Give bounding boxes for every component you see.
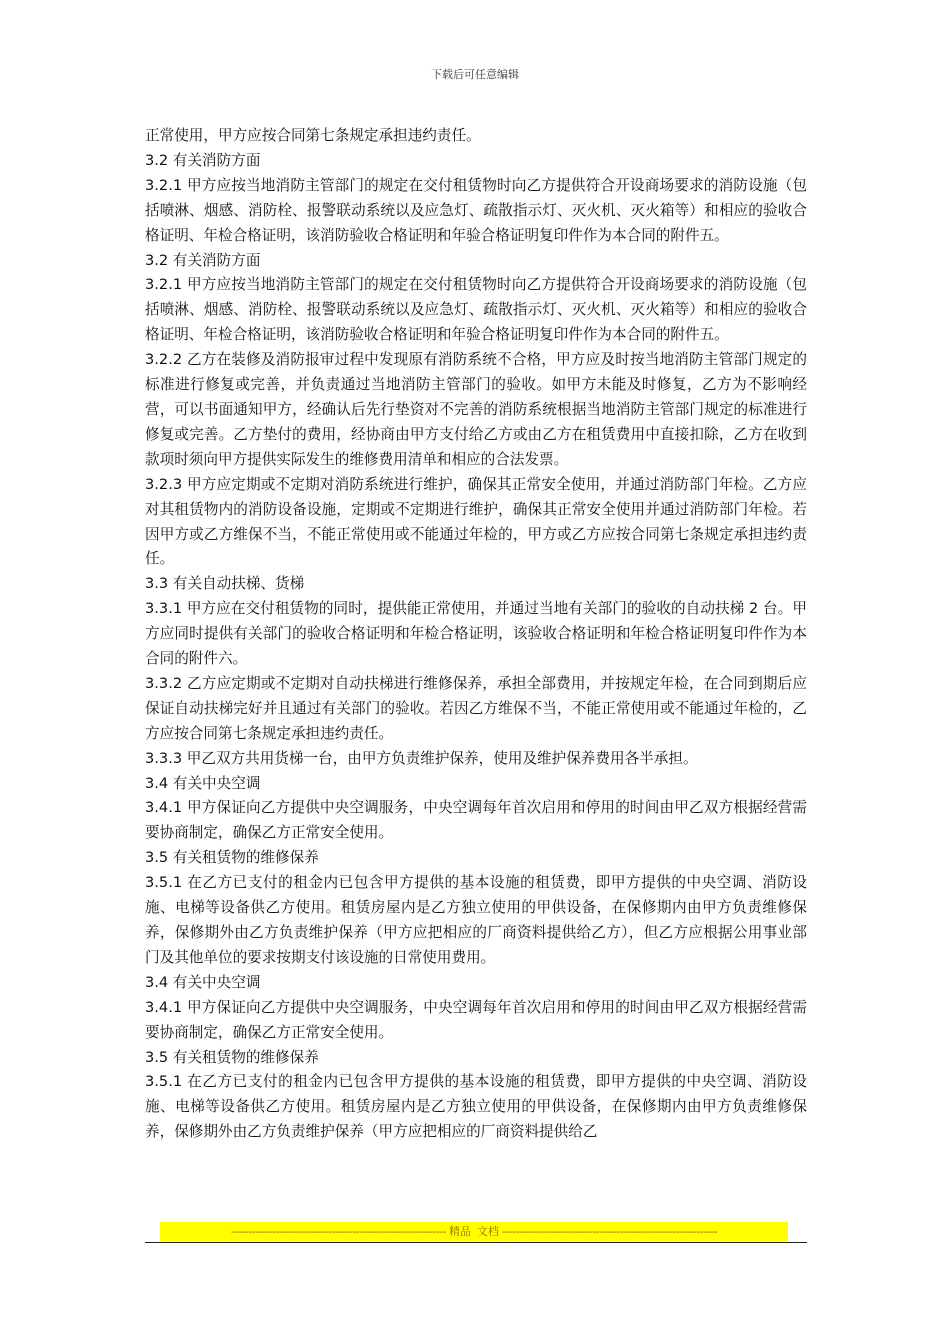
page-header: 下载后可任意编辑 (431, 68, 519, 81)
paragraph: 3.5.1 在乙方已支付的租金内已包含甲方提供的基本设施的租赁费，即甲方提供的中央空调、消防设施、电梯等设备供乙方使用。租赁房屋内是乙方独立使用的甲供设备，在保修期内由甲方负责维修保养，保修期外由乙方负责维护保养（甲方应把相应的厂商资料提供给乙 (145, 1073, 807, 1141)
paragraph: 3.5.1 在乙方已支付的租金内已包含甲方提供的基本设施的租赁费，即甲方提供的中央空调、消防设施、电梯等设备供乙方使用。租赁房屋内是乙方独立使用的甲供设备，在保修期内由甲方负责维修保养，保修期外由乙方负责维护保养（甲方应把相应的厂商资料提供给乙方），但乙方应根据公用事业部门及其他单位的要求按期支付该设施的日常使用费用。 (145, 874, 807, 966)
footer-dashes-right: -------------------------------------------------------------- (502, 1225, 718, 1238)
paragraph: 3.2.1 甲方应按当地消防主管部门的规定在交付租赁物时向乙方提供符合开设商场要求的消防设施（包括喷淋、烟感、消防栓、报警联动系统以及应急灯、疏散指示灯、灭火机、灭火箱等）和相应的验收合格证明、年检合格证明，该消防验收合格证明和年验合格证明复印件作为本合同的附件五。 (145, 276, 807, 344)
paragraph: 3.3.3 甲乙双方共用货梯一台，由甲方负责维护保养，使用及维护保养费用各半承担。 (145, 749, 698, 767)
section-heading: 3.5 有关租赁物的维修保养 (145, 849, 319, 867)
paragraph: 3.4.1 甲方保证向乙方提供中央空调服务，中央空调每年首次启用和停用的时间由甲乙双方根据经营需要协商制定，确保乙方正常安全使用。 (145, 799, 807, 842)
footer-banner (160, 1222, 788, 1241)
section-heading: 3.3 有关自动扶梯、货梯 (145, 575, 305, 593)
paragraph: 3.2.1 甲方应按当地消防主管部门的规定在交付租赁物时向乙方提供符合开设商场要求的消防设施（包括喷淋、烟感、消防栓、报警联动系统以及应急灯、疏散指示灯、灭火机、灭火箱等）和相应的验收合格证明、年检合格证明，该消防验收合格证明和年验合格证明复印件作为本合同的附件五。 (145, 176, 807, 244)
section-heading: 3.2 有关消防方面 (145, 251, 261, 269)
paragraph: 3.2.2 乙方在装修及消防报审过程中发现原有消防系统不合格，甲方应及时按当地消防主管部门规定的标准进行修复或完善，并负责通过当地消防主管部门的验收。如甲方未能及时修复，乙方为不影响经营，可以书面通知甲方，经确认后先行垫资对不完善的消防系统根据当地消防主管部门规定的标准进行修复或完善。乙方垫付的费用，经协商由甲方支付给乙方或由乙方在租赁费用中直接扣除，乙方在收到款项时须向甲方提供实际发生的维修费用清单和相应的合法发票。 (145, 351, 807, 468)
paragraph: 3.4.1 甲方保证向乙方提供中央空调服务，中央空调每年首次启用和停用的时间由甲乙双方根据经营需要协商制定，确保乙方正常安全使用。 (145, 998, 807, 1041)
paragraph: 3.2.3 甲方应定期或不定期对消防系统进行维护，确保其正常安全使用，并通过消防部门年检。乙方应对其租赁物内的消防设备设施，定期或不定期进行维护，确保其正常安全使用并通过消防部门年检。若因甲方或乙方维保不当，不能正常使用或不能通过年检的，甲方或乙方应按合同第七条规定承担违约责任。 (145, 475, 807, 568)
section-heading: 3.5 有关租赁物的维修保养 (145, 1048, 319, 1066)
paragraph: 3.3.2 乙方应定期或不定期对自动扶梯进行维修保养，承担全部费用，并按规定年检，在合同到期后应保证自动扶梯完好并且通过有关部门的验收。若因乙方维保不当，不能正常使用或不能通过年检的，乙方应按合同第七条规定承担违约责任。 (145, 674, 807, 742)
paragraph: 正常使用，甲方应按合同第七条规定承担违约责任。 (145, 127, 481, 144)
footer-rule (145, 1242, 807, 1243)
footer-label-wendang: 文档 (477, 1225, 499, 1238)
footer-label-jingpin: 精品 (449, 1225, 471, 1238)
paragraph: 3.3.1 甲方应在交付租赁物的同时，提供能正常使用，并通过当地有关部门的验收的自动扶梯 2 台。甲方应同时提供有关部门的验收合格证明和年检合格证明，该验收合格证明和年检合格证明复印件作为本合同的附件六。 (145, 600, 807, 668)
document-body (145, 124, 807, 1145)
section-heading: 3.4 有关中央空调 (145, 774, 261, 792)
section-heading: 3.4 有关中央空调 (145, 973, 261, 991)
footer-dashes-left: -------------------------------------------------------------- (230, 1225, 446, 1238)
section-heading: 3.2 有关消防方面 (145, 151, 261, 169)
